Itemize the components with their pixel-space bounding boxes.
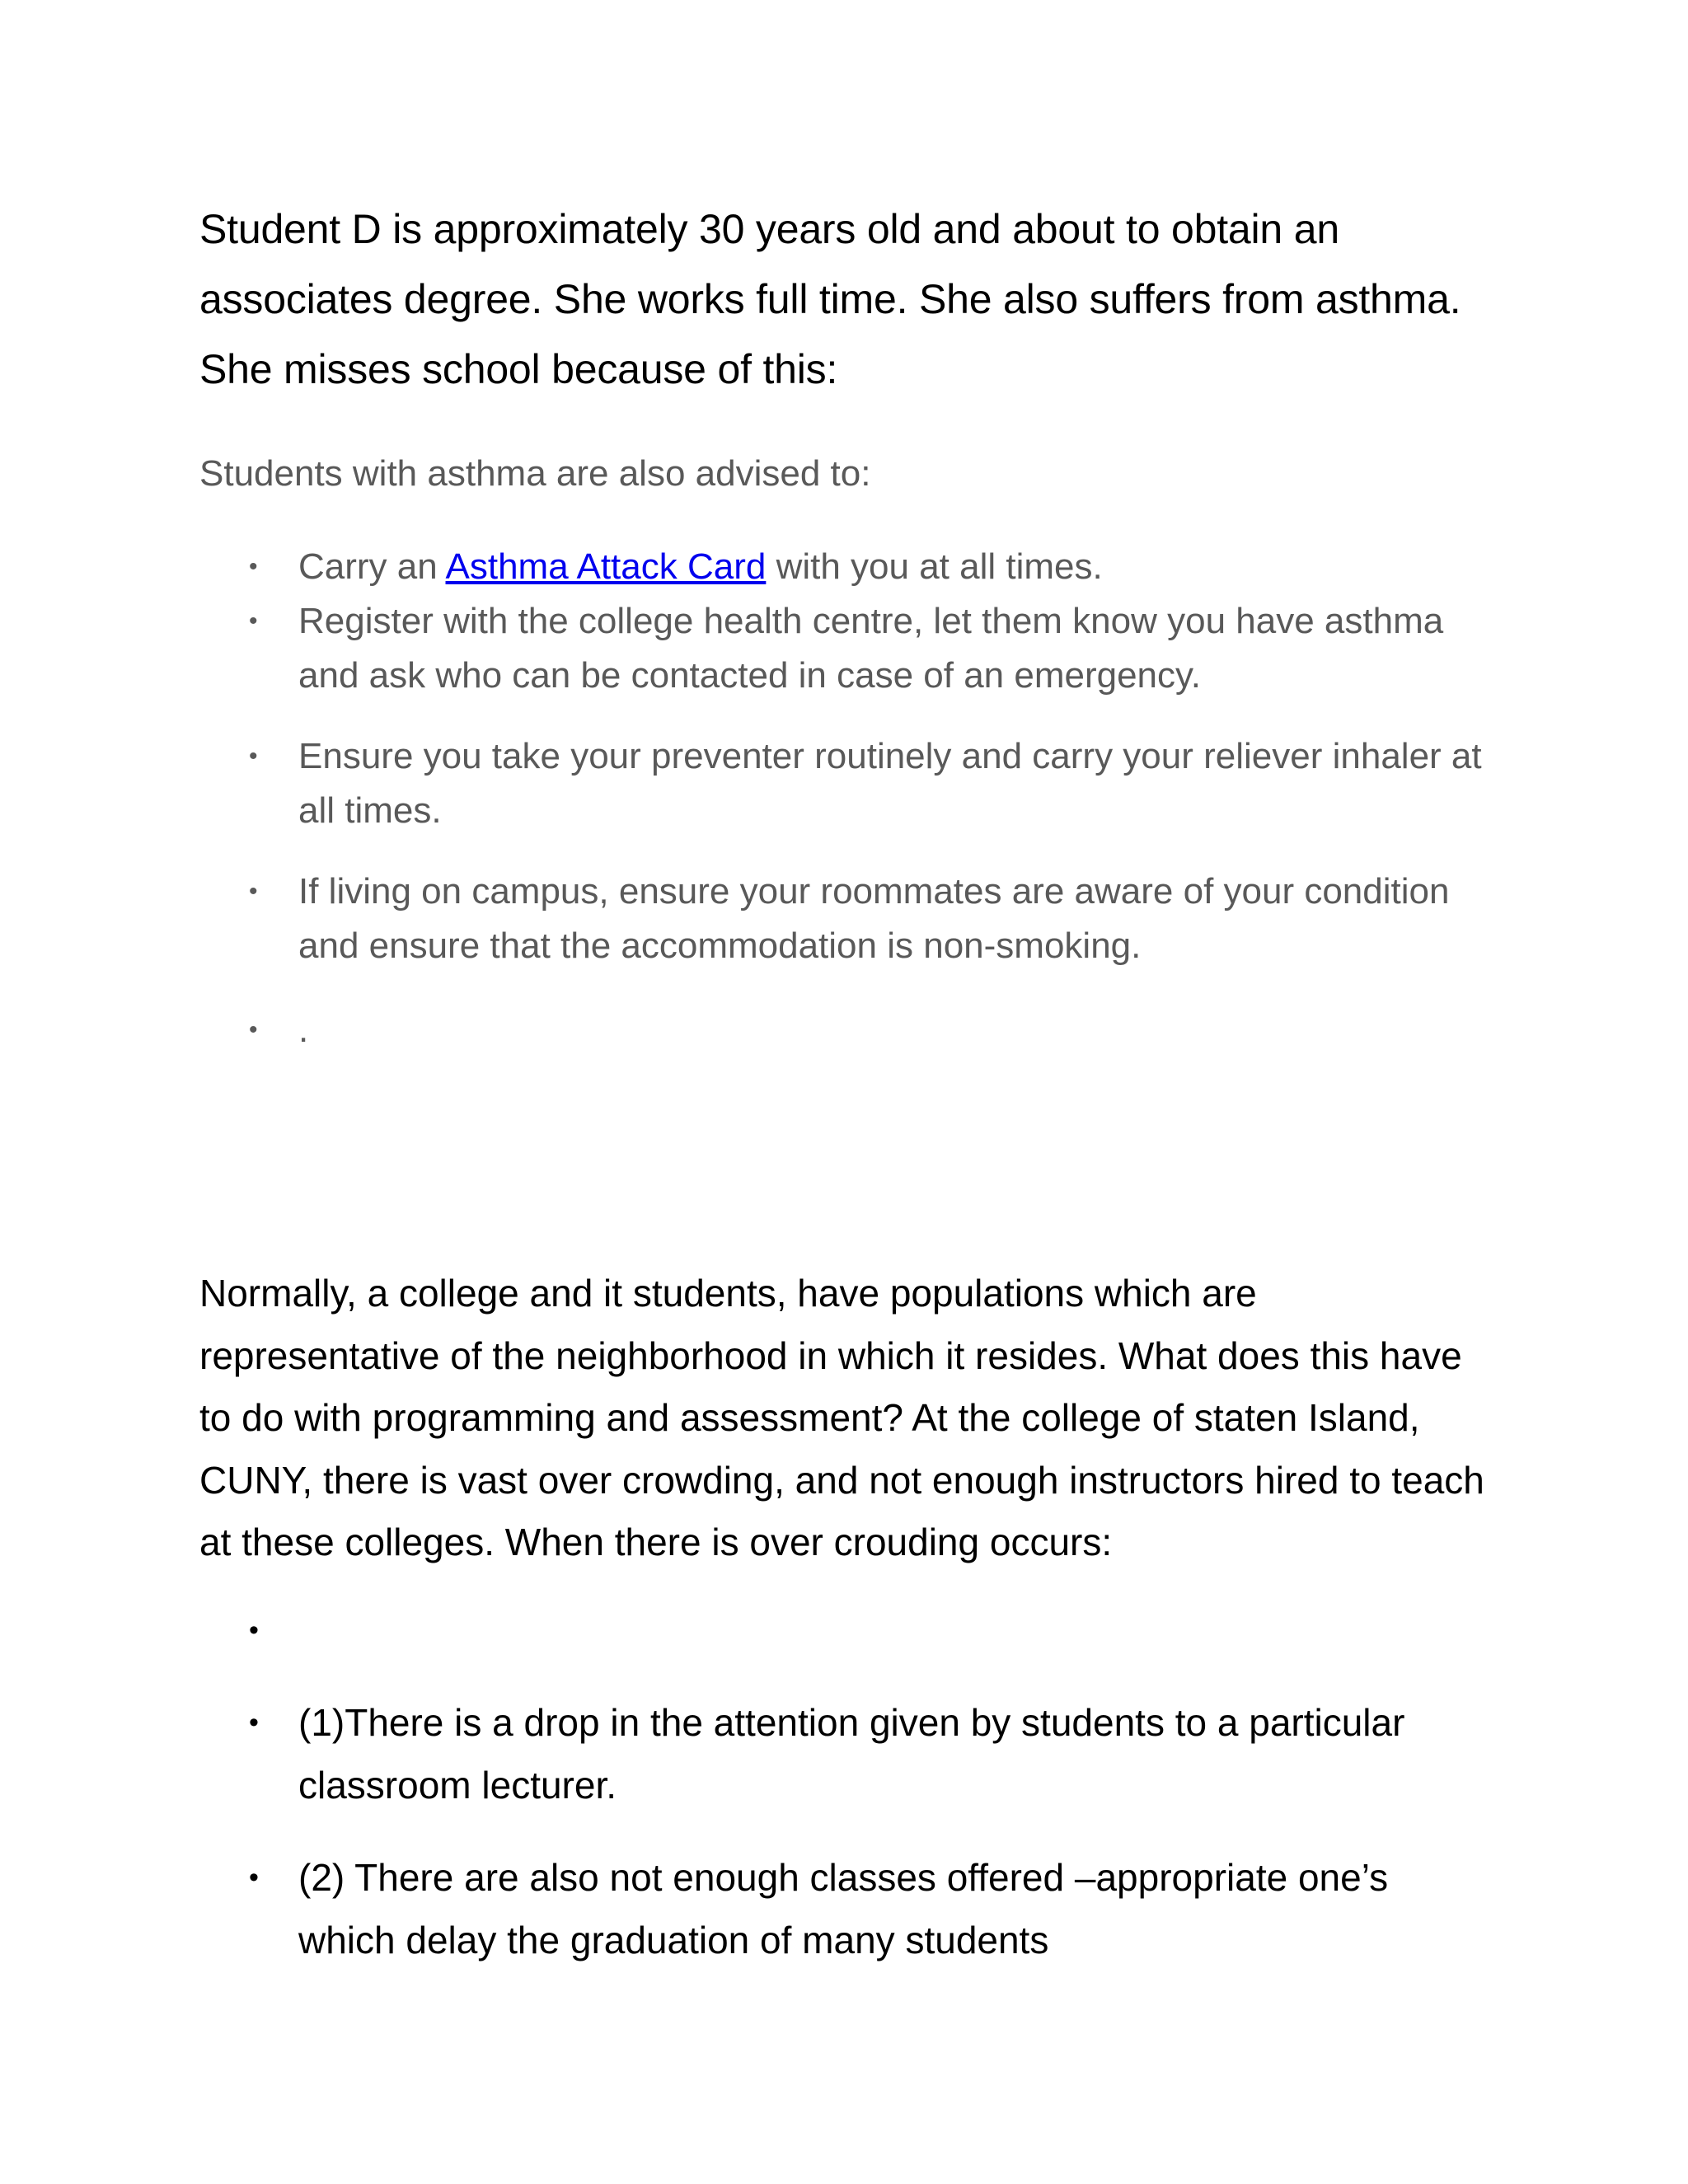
crowding-list [199,1599,1493,1971]
advice-item-3: Ensure you take your preventer routinely and carry your reliever inhaler at all times. [298,736,1482,831]
crowding-item-2: (1)There is a drop in the attention given by students to a particular classroom lecturer. [298,1701,1405,1807]
crowding-paragraph: Normally, a college and it students, have populations which are representative of the neighborhood in which it resides. What does this have to do with programming and assessment? At the college of staten Island, CUNY, there is vast over crowding, and not enough instructors hired to teach at these colleges. When there is over crouding occurs: [199,1272,1484,1563]
list-item [199,729,1493,838]
list-item [199,540,1493,594]
list-item [199,1599,1493,1661]
advice-item-4: If living on campus, ensure your roommates are aware of your condition and ensure that the accommodation is non-smoking. [298,871,1450,966]
list-item [199,865,1493,973]
bullet-icon: • [249,878,258,905]
advice-heading: Students with asthma are also advised to: [199,453,871,494]
list-item [199,594,1493,703]
bullet-icon: • [249,1862,259,1893]
bullet-icon: • [249,1016,258,1043]
advice-list [199,540,1493,1057]
intro-paragraph: Student D is approximately 30 years old and about to obtain an associates degree. She works full time. She also suffers from asthma. She misses school because of this: [199,206,1461,392]
list-item [199,1846,1493,1971]
list-item [199,1003,1493,1057]
bullet-icon: • [249,1707,259,1738]
bullet-icon: • [249,743,258,770]
advice-item-2: Register with the college health centre, let them know you have asthma and ask who can be contacted in case of an emergency. [298,601,1444,696]
advice-item-5: . [298,1010,309,1050]
bullet-icon: • [249,607,258,635]
crowding-item-1 [298,1609,309,1652]
crowding-item-3: (2) There are also not enough classes offered –appropriate one’s which delay the graduation of many students [298,1856,1389,1961]
bullet-icon: • [249,1615,259,1646]
advice-item-1-suffix: with you at all times. [766,546,1103,587]
list-item [199,1691,1493,1816]
advice-item-1-prefix: Carry an [298,546,446,587]
asthma-attack-card-link[interactable]: Asthma Attack Card [445,546,767,587]
bullet-icon: • [249,553,258,580]
